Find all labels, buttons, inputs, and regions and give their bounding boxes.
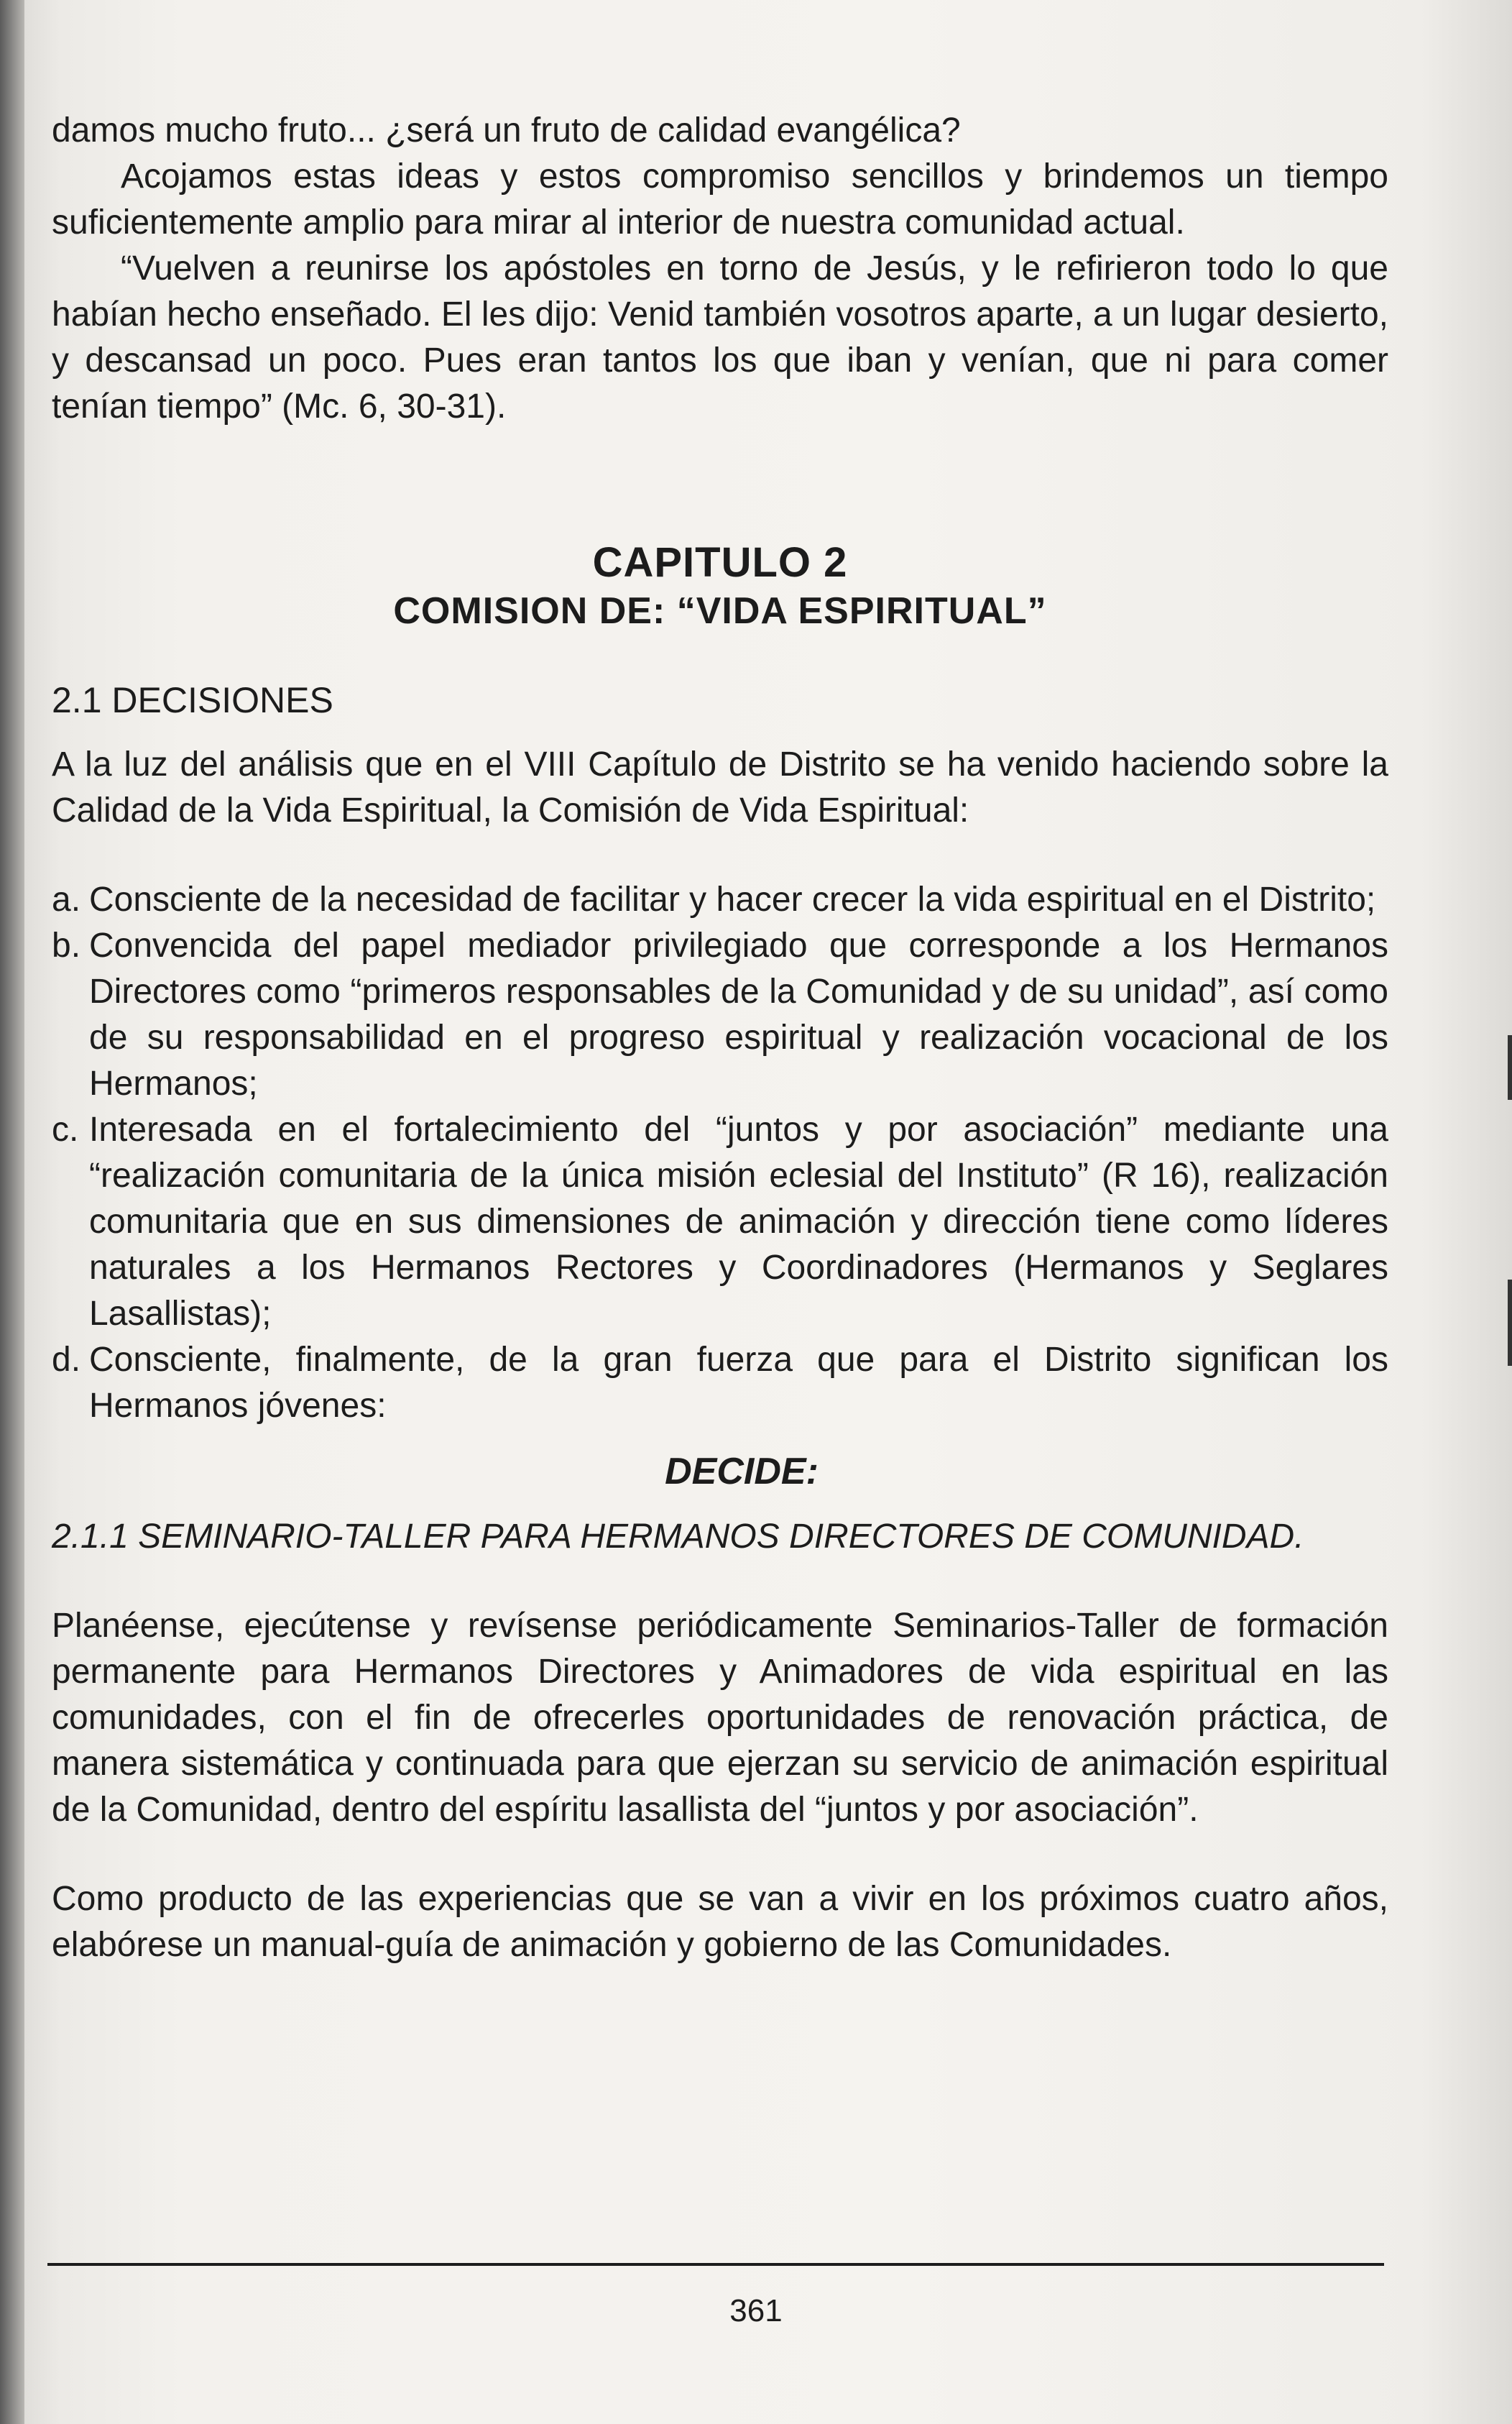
chapter-number: CAPITULO 2 <box>592 539 848 586</box>
decide-heading: DECIDE: <box>665 1451 819 1492</box>
paragraph: Planéense, ejecútense y revísense periódicamente Seminarios-Taller de formación permanente para Hermanos Directores y Animadores de vida espiritual en las comunidades, con el fin de ofrecerles oportunidades de renovación práctica, de manera sistemática y continuada para que ejerzan su servicio de animación espiritual de la Comunidad, dentro del espíritu lasallista del “juntos y por asociación”. <box>52 1607 1388 1829</box>
chapter-heading <box>52 538 1388 634</box>
paragraph: damos mucho fruto... ¿será un fruto de calidad evangélica? <box>52 111 961 150</box>
list-item-text: Consciente, finalmente, de la gran fuerza que para el Distrito significan los Hermanos jóvenes: <box>89 1341 1388 1425</box>
footer-rule <box>47 2263 1384 2266</box>
quotation-paragraph: “Vuelven a reunirse los apóstoles en torno de Jesús, y le refirieron todo lo que habían hecho enseñado. El les dijo: Venid también vosotros aparte, a un lugar desierto, y descansad un poco. Pues eran tantos los que iban y venían, que ni para comer tenían tiempo” (Mc. 6, 30-31). <box>52 249 1388 426</box>
section-intro: A la luz del análisis que en el VIII Capítulo de Distrito se ha venido haciendo sobre la Calidad de la Vida Espiritual, la Comisión de Vida Espiritual: <box>52 745 1388 830</box>
paragraph: Como producto de las experiencias que se van a vivir en los próximos cuatro años, elabórese un manual-guía de animación y gobierno de las Comunidades. <box>52 1880 1388 1964</box>
list-item <box>52 1107 1388 1337</box>
list-item-text: Consciente de la necesidad de facilitar y hacer crecer la vida espiritual en el Distrito; <box>89 881 1376 919</box>
list-item-text: Interesada en el fortalecimiento del “juntos y por asociación” mediante una “realización comunitaria de la única misión eclesial del Instituto” (R 16), realización comunitaria que en sus dimensiones de animación y dirección tiene como líderes naturales a los Hermanos Rectores y Coordinadores (Hermanos y Seglares Lasallistas); <box>89 1111 1388 1333</box>
list-item <box>52 1337 1388 1429</box>
list-item <box>52 923 1388 1107</box>
list-marker: d. <box>52 1341 81 1379</box>
considerations-list <box>52 877 1388 1429</box>
list-marker: b. <box>52 927 81 965</box>
page-edge-mark <box>1508 1035 1512 1100</box>
paragraph: Acojamos estas ideas y estos compromiso sencillos y brindemos un tiempo suficientemente amplio para mirar al interior de nuestra comunidad actual. <box>52 157 1388 242</box>
list-marker: c. <box>52 1111 79 1149</box>
section-heading: 2.1 DECISIONES <box>52 680 333 720</box>
list-item <box>52 877 1388 923</box>
subsection-heading: 2.1.1 SEMINARIO-TALLER PARA HERMANOS DIRECTORES DE COMUNIDAD. <box>52 1518 1304 1556</box>
book-spine-shadow <box>0 0 24 2424</box>
list-marker: a. <box>52 881 81 919</box>
chapter-title: COMISION DE: “VIDA ESPIRITUAL” <box>393 590 1047 632</box>
page-edge-mark <box>1508 1280 1512 1366</box>
page-number: 361 <box>729 2293 783 2328</box>
list-item-text: Convencida del papel mediador privilegiado que corresponde a los Hermanos Directores como “primeros responsables de la Comunidad y de su unidad”, así como de su responsabilidad en el progreso espiritual y realización vocacional de los Hermanos; <box>89 927 1388 1103</box>
page-content <box>52 108 1388 1968</box>
